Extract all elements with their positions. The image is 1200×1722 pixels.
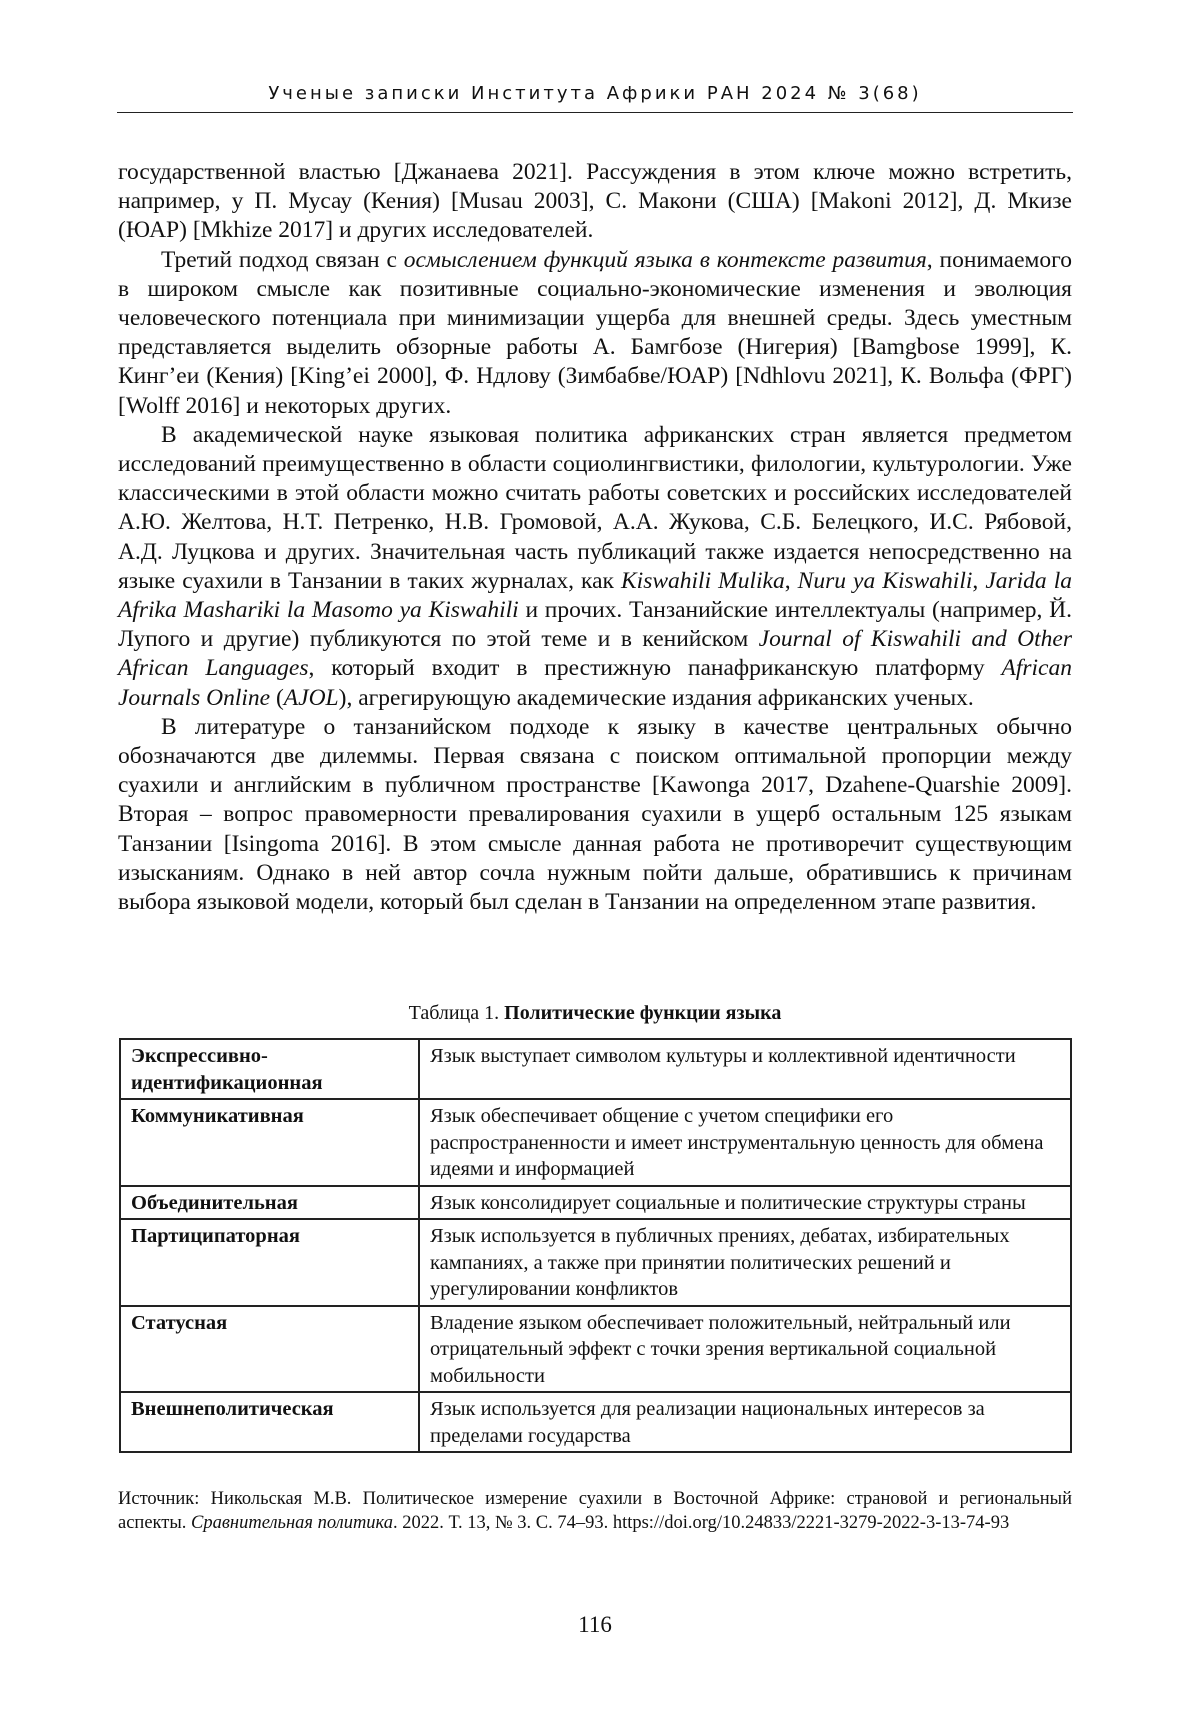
table-row [120, 1186, 1071, 1220]
function-description: Владение языком обеспечивает положительный, нейтральный или отрицательный эффект с точки зрения вертикальной социальной мобильности [419, 1306, 1071, 1393]
function-description: Язык обеспечивает общение с учетом специфики его распространенности и имеет инструментальную ценность для обмена идеями и информацией [419, 1099, 1071, 1186]
journal-kiswahili-african-languages: Journal of Kiswahili and Other African Languages [118, 626, 1072, 682]
p3-text-c: , который входит в престижную панафриканскую платформу [308, 655, 1002, 682]
paragraph-4: В литературе о танзанийском подходе к языку в качестве центральных обычно обозначаются две дилеммы. Первая связана с поиском оптимальной пропорции между суахили и английским в публичном пространстве [Kawonga 2017, Dzahene-Quarshie 2009]. Вторая – вопрос правомерности превалирования суахили в ущерб остальным 125 языкам Танзании [Isingoma 2016]. В этом смысле данная работа не противоречит существующим изысканиям. Однако в ней автор сочла нужным пойти дальше, обратившись к причинам выбора языковой модели, который был сделан в Танзании на определенном этапе развития. [118, 713, 1072, 916]
p3-text-b: и прочих. Танзанийские интеллектуалы (например, Й. Лупого и другие) публикуются по этой теме и в кенийском [118, 597, 1073, 653]
function-name: Экспрессивно-идентификационная [120, 1039, 419, 1099]
table-row [120, 1039, 1071, 1099]
source-text-b: . 2022. Т. 13, № 3. С. 74–93. https://doi.org/10.24833/2221-3279-2022-3-13-74-93 [393, 1513, 1010, 1533]
p3-text-e: ), агрегирующую академические издания африканских ученых. [338, 684, 974, 711]
platform-african-journals-online: African Journals Online [118, 655, 1072, 711]
p3-sep-1: , [784, 567, 798, 594]
platform-ajol: AJOL [283, 684, 339, 711]
p3-text-d: ( [270, 684, 284, 711]
table-row [120, 1392, 1071, 1452]
table-source-note [118, 1487, 1072, 1535]
article-body [118, 158, 1072, 917]
function-name: Коммуникативная [120, 1099, 419, 1186]
table-caption [118, 1000, 1072, 1026]
function-name: Внешнеполитическая [120, 1392, 419, 1452]
table-row [120, 1219, 1071, 1306]
source-journal: Сравнительная политика [191, 1513, 394, 1533]
function-description: Язык используется для реализации национальных интересов за пределами государства [419, 1392, 1071, 1452]
paragraph-2 [118, 246, 1072, 421]
running-header: Ученые записки Института Африки РАН 2024 № 3(68) [117, 82, 1073, 113]
p2-emphasis: осмыслением функций языка в контексте развития [403, 246, 927, 273]
table-caption-title: Политические функции языка [504, 1002, 782, 1024]
table-row [120, 1099, 1071, 1186]
journal-kiswahili-mulika: Kiswahili Mulika [620, 567, 785, 594]
source-text-a: Источник: Никольская М.В. Политическое измерение суахили в Восточной Африке: страновой и региональный аспекты. [118, 1489, 1072, 1533]
paragraph-1: государственной властью [Джанаева 2021]. Рассуждения в этом ключе можно встретить, например, у П. Мусау (Кения) [Musau 2003], С. Макони (США) [Makoni 2012], Д. Мкизе (ЮАР) [Mkhize 2017] и других исследователей. [118, 159, 1072, 244]
function-name: Объединительная [120, 1186, 419, 1220]
table-caption-prefix: Таблица 1. [408, 1002, 505, 1024]
p3-sep-2: , [972, 567, 986, 594]
page-number: 116 [578, 1612, 612, 1637]
function-description: Язык используется в публичных прениях, дебатах, избирательных кампаниях, а также при принятии политических решений и урегулировании конфликтов [419, 1219, 1071, 1306]
journal-jarida: Jarida la Afrika Mashariki la Masomo ya Kiswahili [118, 567, 1073, 624]
journal-nuru-ya-kiswahili: Nuru ya Kiswahili [797, 567, 973, 594]
function-description: Язык выступает символом культуры и коллективной идентичности [419, 1039, 1071, 1099]
function-name: Партиципаторная [120, 1219, 419, 1306]
functions-table [119, 1038, 1072, 1453]
p2-text-a: Третий подход связан с [161, 246, 404, 273]
function-name: Статусная [120, 1306, 419, 1393]
table-row [120, 1306, 1071, 1393]
function-description: Язык консолидирует социальные и политические структуры страны [419, 1186, 1071, 1220]
paragraph-3 [118, 421, 1072, 713]
p2-text-b: , понимаемого в широком смысле как позитивные социально-экономические изменения и эволюция человеческого потенциала при минимизации ущерба для внешней среды. Здесь уместным представляется выделить обзорные работы А. Бамгбозе (Нигерия) [Bamgbose 1999], К. Кинг’еи (Кения) [King’ei 2000], Ф. Ндлову (Зимбабве/ЮАР) [Ndhlovu 2021], К. Вольфа (ФРГ) [Wolff 2016] и некоторых других. [118, 246, 1072, 419]
p3-text-a: В академической науке языковая политика африканских стран является предметом исследований преимущественно в области социолингвистики, филологии, культурологии. Уже классическими в этой области можно считать работы советских и российских исследователей А.Ю. Желтова, Н.Т. Петренко, Н.В. Громовой, А.А. Жукова, С.Б. Белецкого, И.С. Рябовой, А.Д. Луцкова и других. Значительная часть публикаций также издается непосредственно на языке суахили в Танзании в таких журналах, как [118, 421, 1072, 594]
